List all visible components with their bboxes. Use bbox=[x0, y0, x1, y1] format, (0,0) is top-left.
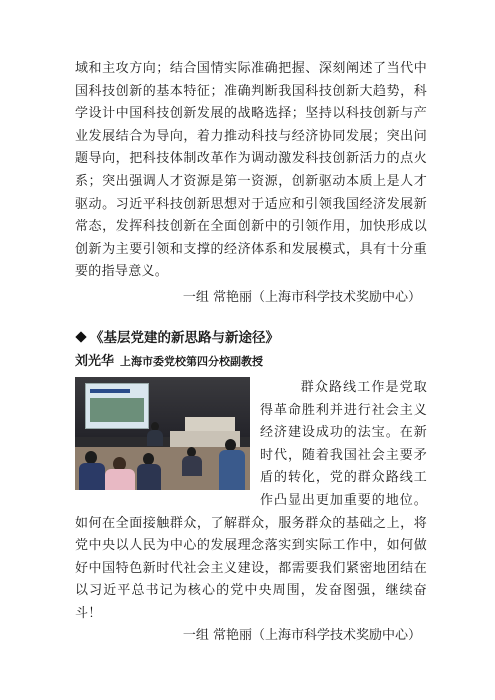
paragraph-1: 域和主攻方向；结合国情实际准确把握、深刻阐述了当代中国科技创新的基本特征；准确判断我国科技创新大趋势，科学设计中国科技创新发展的战略选择；坚持以科技创新与产业发展结合为导向，着力推动科技与经济协同发展；突出问题导向，把科技体制改革作为调动激发科技创新活力的点火系；突出强调人才资源是第一资源，创新驱动本质上是人才驱动。习近平科技创新思想对于适应和引领我国经济发展新常态，发挥科技创新在全面创新中的引领作用，加快形成以创新为主要引领和支撑的经济体系和发展模式，具有十分重要的指导意义。 bbox=[75, 61, 427, 280]
diamond-bullet-icon bbox=[75, 332, 86, 343]
author-line bbox=[75, 351, 427, 373]
author-title: 上海市委党校第四分校副教授 bbox=[120, 354, 264, 368]
document-page bbox=[75, 58, 427, 647]
author-name: 刘光华 bbox=[75, 353, 115, 369]
signature-1: 一组 常艳丽（上海市科学技术奖励中心） bbox=[182, 289, 421, 305]
lecture-photo bbox=[75, 377, 250, 490]
section-heading-text: 《基层党建的新思路与新途径》 bbox=[90, 329, 279, 346]
signature-2: 一组 常艳丽（上海市科学技术奖励中心） bbox=[182, 628, 421, 644]
article-body bbox=[75, 377, 427, 626]
projector-screen bbox=[85, 383, 149, 429]
paragraph-2-text: 群众路线工作是党取得革命胜利并进行社会主义经济建设成功的法宝。在新时代，随着我国社会主要矛盾的转化，党的群众路线工作凸显出更加重要的地位。如何在全面接触群众，了解群众，服务群众的基础之上，将党中央以人民为中心的发展理念落实到实际工作中，如何做好中国特色新时代社会主义建设，都需要我们紧密地团结在以习近平总书记为核心的党中央周围，发奋图强，继续奋斗！ bbox=[75, 379, 427, 621]
section-heading bbox=[75, 327, 427, 349]
